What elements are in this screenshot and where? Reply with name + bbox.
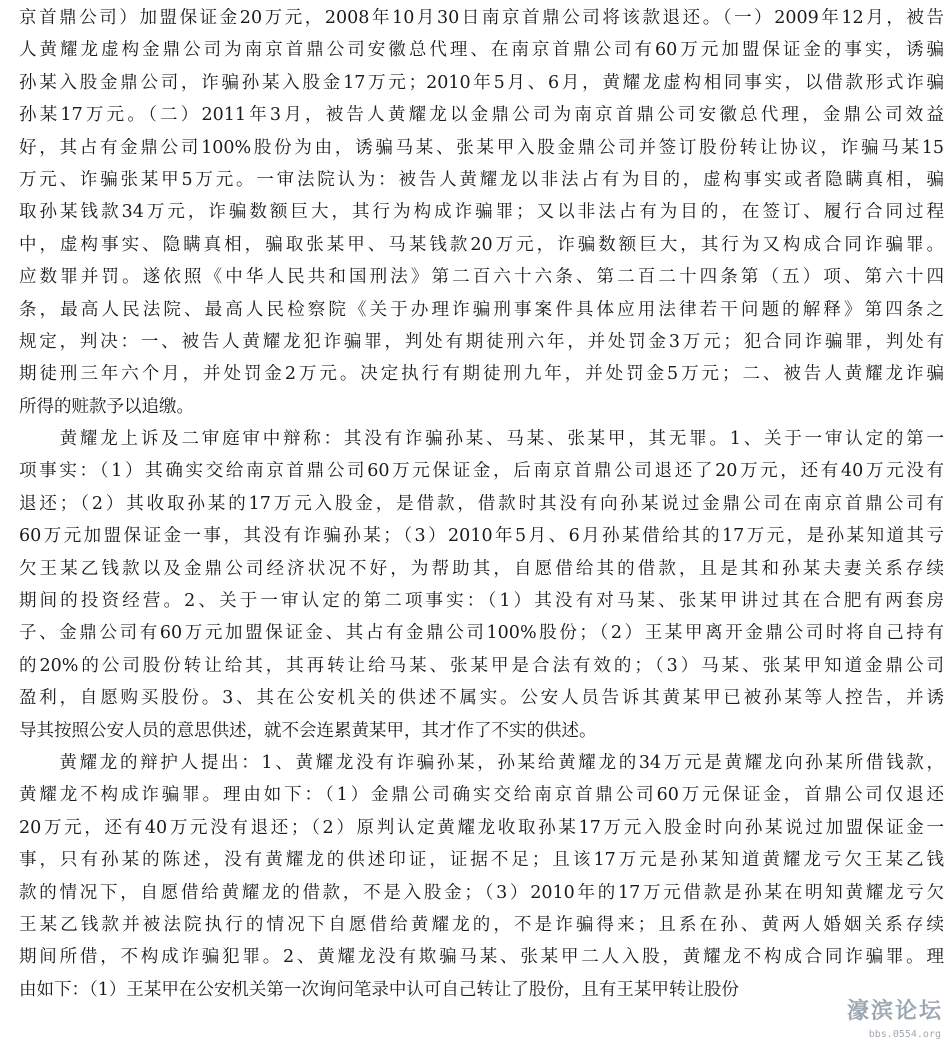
text-line: 王某乙钱款并被法院执行的情况下自愿借给黄耀龙的，不是诈骗得来；且系在孙、黄两人婚姻关系存续 [19,914,944,935]
text-line: 的20%的公司股份转让给其，其再转让给马某、张某甲是合法有效的；（3）马某、张某甲知道金鼎公司 [19,655,944,676]
text-line: 取孙某钱款34万元，诈骗数额巨大，其行为构成诈骗罪；又以非法占有为目的，在签订、履行合同过程 [19,202,944,223]
text-line: 款的情况下，自愿借给黄耀龙的借款，不是入股金；（3）2010年的17万元借款是孙某在明知黄耀龙亏欠 [19,882,944,903]
text-line: 期徒刑三年六个月，并处罚金2万元。决定执行有期徒刑九年，并处罚金5万元；二、被告人黄耀龙诈骗 [19,364,944,385]
text-line: 万元、诈骗张某甲5万元。一审法院认为：被告人黄耀龙以非法占有为目的，虚构事实或者隐瞒真相，骗 [19,169,944,190]
text-line: 事，只有孙某的陈述，没有黄耀龙的供述印证，证据不足；且该17万元是孙某知道黄耀龙亏欠王某乙钱 [19,850,944,871]
text-line: 好，其占有金鼎公司100%股份为由，诱骗马某、张某甲入股金鼎公司并签订股份转让协议，诈骗马某15 [19,137,944,158]
text-line: 欠王某乙钱款以及金鼎公司经济状况不好，为帮助其，自愿借给其的借款，且是其和孙某夫妻关系存续 [19,558,944,579]
text-line: 由如下：（1）王某甲在公安机关第一次询问笔录中认可自己转让了股份，且有王某甲转让股份 [19,979,739,1000]
text-line: 所得的赃款予以追缴。 [19,396,194,417]
text-line: 黄耀龙不构成诈骗罪。理由如下：（1）金鼎公司确实交给南京首鼎公司60万元保证金，首鼎公司仅退还 [19,785,944,806]
text-line: 60万元加盟保证金一事，其没有诈骗孙某；（3）2010年5月、6月孙某借给其的17万元，是孙某知道其亏 [19,526,944,547]
text-line: 导其按照公安人员的意思供述，就不会连累黄某甲，其才作了不实的供述。 [19,720,597,741]
text-line: 孙某17万元。（二）2011年3月，被告人黄耀龙以金鼎公司为南京首鼎公司安徽总代理，金鼎公司效益 [19,105,944,126]
forum-watermark [827,994,945,1040]
watermark-url: bbs.0554.org [868,1029,941,1040]
text-line: 退还；（2）其收取孙某的17万元入股金，是借款，借款时其没有向孙某说过金鼎公司在南京首鼎公司有 [19,493,944,514]
text-line: 黄耀龙的辩护人提出：1、黄耀龙没有诈骗孙某，孙某给黄耀龙的34万元是黄耀龙向孙某所借钱款， [19,752,944,773]
text-line: 京首鼎公司）加盟保证金20万元，2008年10月30日南京首鼎公司将该款退还。（一）2009年12月，被告 [19,8,944,28]
text-line: 期间所借，不构成诈骗犯罪。2、黄耀龙没有欺骗马某、张某甲二人入股，黄耀龙不构成合同诈骗罪。理 [19,947,944,968]
text-line: 中，虚构事实、隐瞒真相，骗取张某甲、马某钱款20万元，诈骗数额巨大，其行为又构成合同诈骗罪。 [19,234,944,255]
text-line: 20万元，还有40万元没有退还；（2）原判认定黄耀龙收取孙某17万元入股金时向孙某说过加盟保证金一 [19,817,944,838]
text-line: 人黄耀龙虚构金鼎公司为南京首鼎公司安徽总代理、在南京首鼎公司有60万元加盟保证金的事实，诱骗 [19,40,944,61]
text-line: 期间的投资经营。2、关于一审认定的第二项事实：（1）其没有对马某、张某甲讲过其在合肥有两套房 [19,591,944,612]
text-line: 项事实：（1）其确实交给南京首鼎公司60万元保证金，后南京首鼎公司退还了20万元，还有40万元没有 [19,461,944,482]
text-line: 盈利，自愿购买股份。3、其在公安机关的供述不属实。公安人员告诉其黄某甲已被孙某等人控告，并诱 [19,688,944,709]
document-body [19,2,944,1006]
watermark-name: 濠滨论坛 [846,999,943,1024]
text-line: 应数罪并罚。遂依照《中华人民共和国刑法》第二百六十六条、第二百二十四条第（五）项、第六十四 [19,267,944,288]
text-line: 条，最高人民法院、最高人民检察院《关于办理诈骗刑事案件具体应用法律若干问题的解释》第四条之 [19,299,944,320]
text-line: 子、金鼎公司有60万元加盟保证金、其占有金鼎公司100%股份；（2）王某甲离开金鼎公司时将自己持有 [19,623,944,644]
text-line: 黄耀龙上诉及二审庭审中辩称：其没有诈骗孙某、马某、张某甲，其无罪。1、关于一审认定的第一 [19,429,944,450]
text-line: 规定，判决：一、被告人黄耀龙犯诈骗罪，判处有期徒刑六年，并处罚金3万元；犯合同诈骗罪，判处有 [19,331,944,352]
text-line: 孙某入股金鼎公司，诈骗孙某入股金17万元；2010年5月、6月，黄耀龙虚构相同事实，以借款形式诈骗 [19,72,944,93]
